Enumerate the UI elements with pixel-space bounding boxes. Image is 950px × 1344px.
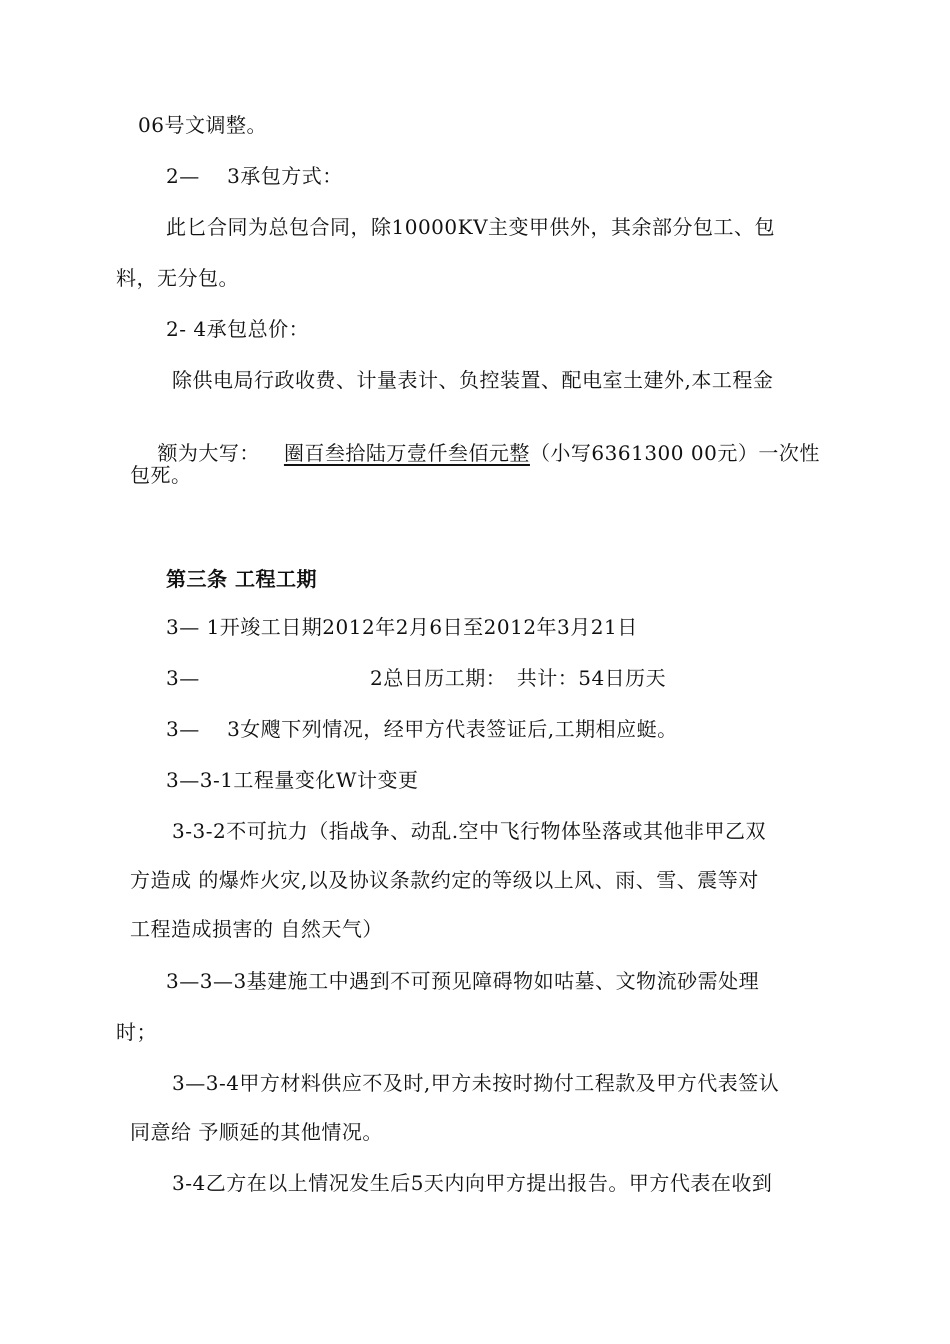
text-line-prefix: 3— <box>166 666 200 690</box>
section-2-3-title: 2— 3承包方式： <box>166 164 343 188</box>
text-line: 3-4乙方在以上情况发生后5天内向甲方提出报告。甲方代表在收到 <box>172 1171 773 1195</box>
amount-in-figures: （小写6361300 00元）一次性 <box>529 441 820 465</box>
text-line: 2总日历工期： 共计：54日历天 <box>370 666 667 690</box>
text-line: 此匕合同为总包合同，除10000KV主变甲供外，其余部分包工、包 <box>166 215 776 239</box>
text-line: 3-3-2不可抗力（指战争、动乱.空中飞行物体坠落或其他非甲乙双 <box>172 819 767 843</box>
text-line: 同意给 予顺延的其他情况。 <box>130 1120 383 1144</box>
text-line: 料，无分包。 <box>116 266 239 290</box>
text-line: 除供电局行政收费、计量表计、负控装置、配电室土建外,本工程金 <box>172 368 774 392</box>
article-3-heading: 第三条 工程工期 <box>166 567 317 591</box>
text-line: 包死。 <box>130 463 192 487</box>
text-line: 方造成 的爆炸火灾,以及协议条款约定的等级以上风、雨、雪、震等对 <box>130 868 759 892</box>
text-line: 06号文调整。 <box>138 113 267 137</box>
text-line: 3—3—3基建施工中遇到不可预见障碍物如咕墓、文物流砂需处理 <box>166 969 760 993</box>
amount-in-words: 圈百叁拾陆万壹仟叁佰元整 <box>283 441 530 465</box>
section-2-4-title: 2- 4承包总价： <box>166 317 310 341</box>
text-line: 3—3-4甲方材料供应不及时,甲方未按时拗付工程款及甲方代表签认 <box>172 1071 780 1095</box>
text-line: 3—3-1工程量变化W计变更 <box>166 768 419 792</box>
text-line: 3— 3女飕下列情况，经甲方代表签证后,工期相应蜓。 <box>166 717 678 741</box>
text-line: 工程造成损害的 自然天气） <box>130 917 383 941</box>
amount-line <box>130 414 820 492</box>
amount-label: 额为大写： <box>157 441 260 465</box>
text-line: 3— 1开竣工日期2012年2月6日至2012年3月21日 <box>166 615 638 639</box>
text-line: 时； <box>116 1020 157 1044</box>
